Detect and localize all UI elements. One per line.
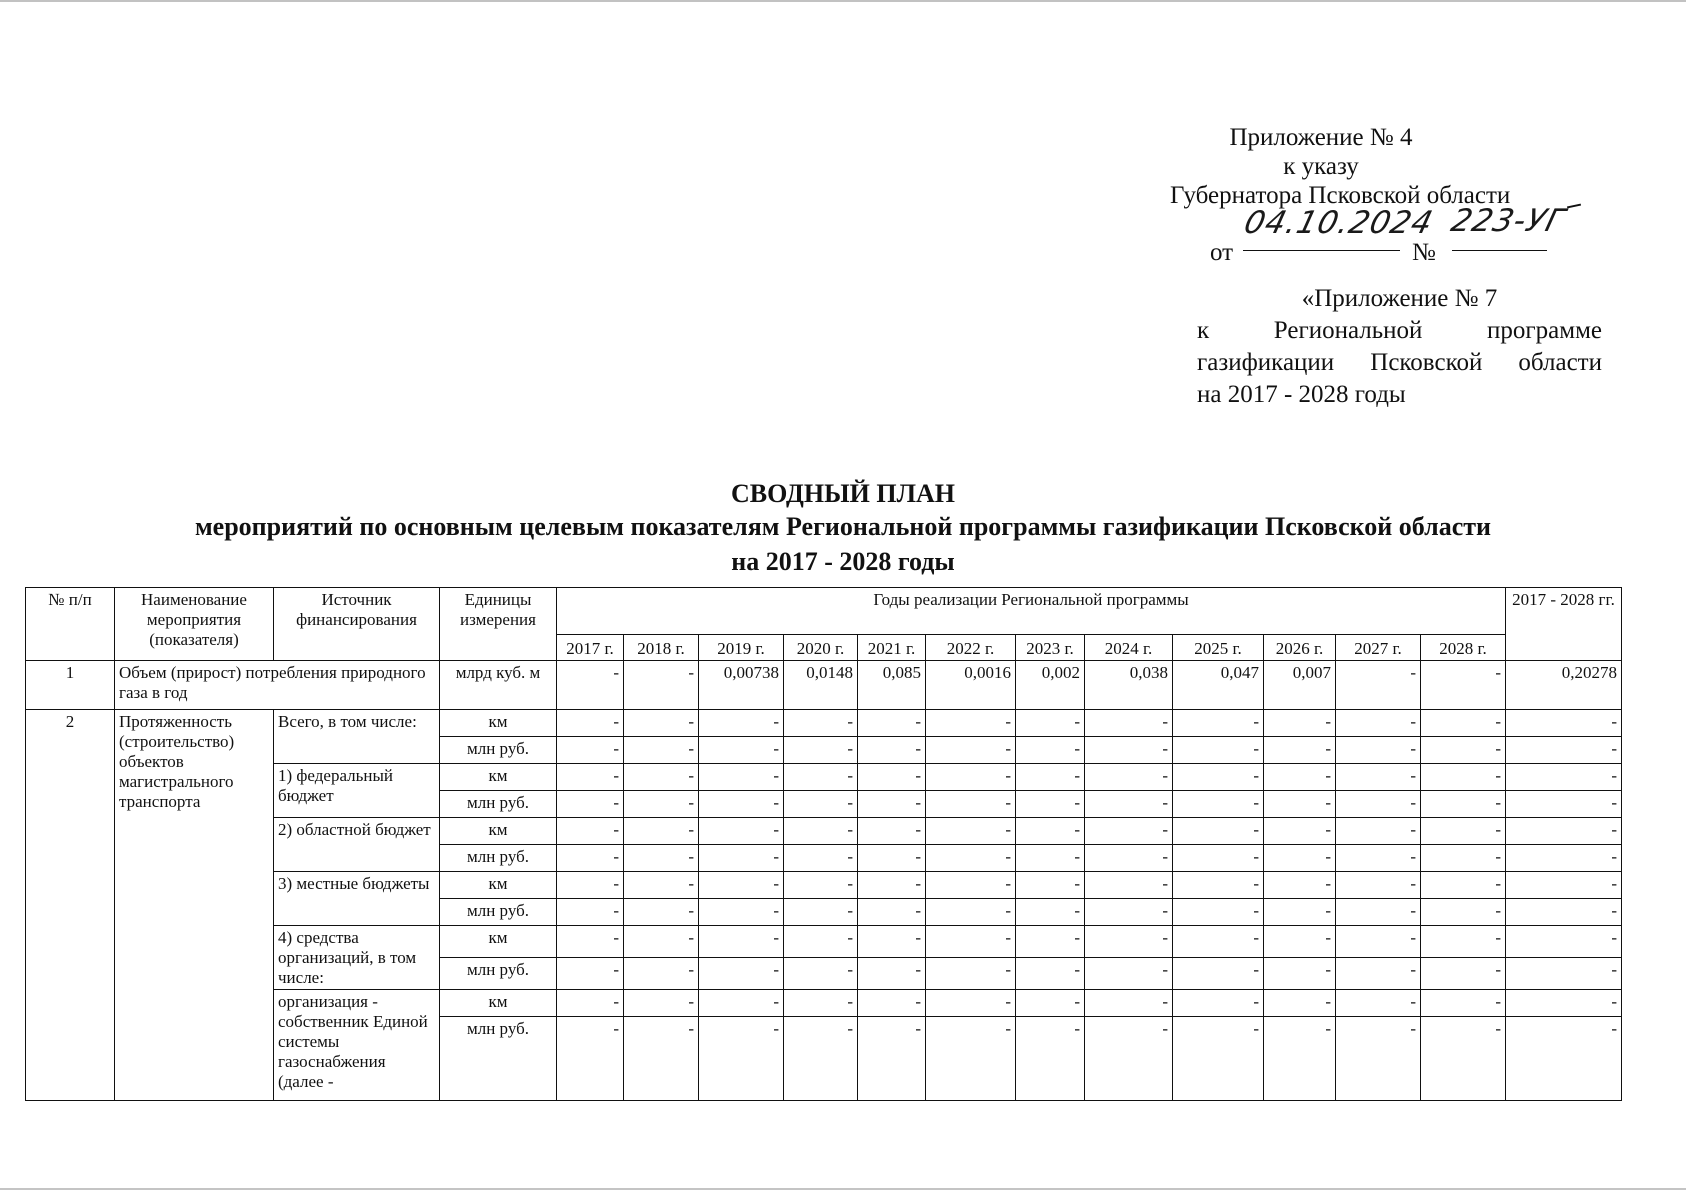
source-label: 2) областной бюджет [274,818,440,872]
header-years-group: Годы реализации Региональной программы [557,588,1506,635]
row-year-value: - [699,872,784,899]
row-total-value: - [1506,1017,1622,1101]
row-number: 2 [26,710,115,1101]
row-year-value: - [1085,899,1173,926]
row-year-value: - [784,1017,858,1101]
row-year-value: - [1264,764,1336,791]
row-year-value: - [557,818,624,845]
row-year-value: - [784,737,858,764]
row-year-value: - [1173,764,1264,791]
row-year-value: - [624,958,699,990]
row-year-value: - [1016,791,1085,818]
row-year-value: - [926,990,1016,1017]
row-year-value: - [1016,737,1085,764]
row-year-value: - [1336,845,1421,872]
source-label: 3) местные бюджеты [274,872,440,926]
row-year-value: - [557,737,624,764]
row-year-value: - [557,926,624,958]
row-year-value: - [926,872,1016,899]
row-year-value: - [1336,791,1421,818]
row-year-value: - [557,872,624,899]
row-year-value: - [1421,818,1506,845]
appendix-line: Губернатора Псковской области [1170,182,1511,209]
unit-cell: км [440,990,557,1017]
row-year-value: - [784,764,858,791]
row-year-value: - [1085,958,1173,990]
header-name: Наименование мероприятия (показателя) [115,588,274,661]
row-year-value: - [784,872,858,899]
row-total-value: - [1506,926,1622,958]
source-label: 1) федеральный бюджет [274,764,440,818]
row-year-value: - [699,737,784,764]
row-year-value: - [1085,845,1173,872]
row-year-value: - [1085,818,1173,845]
row-year-value: - [557,845,624,872]
header-row [26,588,1622,635]
row-total-value: - [1506,764,1622,791]
row-year-value: - [699,899,784,926]
row-year-value: - [1173,958,1264,990]
row-year-value: - [557,710,624,737]
appendix-line: к указу [1283,153,1359,180]
row-year-value: - [784,926,858,958]
row-year-value: - [1264,1017,1336,1101]
row-year-value: - [858,791,926,818]
unit-cell: км [440,818,557,845]
row-year-value: - [926,737,1016,764]
row-year-value: - [557,990,624,1017]
row-total-value: - [1506,818,1622,845]
row-total-value: - [1506,791,1622,818]
row-year-value: - [1264,872,1336,899]
row-year-value: - [1173,872,1264,899]
row-year-value: - [926,899,1016,926]
row-year-value: - [1173,1017,1264,1101]
row-year-value: - [784,791,858,818]
header-unit: Единицы измерения [440,588,557,661]
row-year-value: - [1173,791,1264,818]
row-year-value: - [1264,958,1336,990]
row-total-value: - [1506,710,1622,737]
header-year: 2023 г. [1016,635,1085,661]
row-year-value: 0,0148 [784,661,858,710]
unit-cell: км [440,926,557,958]
row-total-value: - [1506,990,1622,1017]
source-label: Всего, в том числе: [274,710,440,764]
unit-cell: км [440,710,557,737]
row-year-value: - [858,926,926,958]
row-year-value: - [1085,737,1173,764]
row-year-value: - [1016,958,1085,990]
header-year: 2019 г. [699,635,784,661]
row-year-value: 0,002 [1016,661,1085,710]
row-year-value: - [784,958,858,990]
row-year-value: - [699,818,784,845]
unit-cell: млн руб. [440,737,557,764]
row-year-value: - [1421,791,1506,818]
row-year-value: - [699,791,784,818]
row-year-value: - [784,845,858,872]
row-year-value: - [1421,899,1506,926]
row-year-value: - [699,710,784,737]
row-year-value: - [1264,791,1336,818]
header-total: 2017 - 2028 гг. [1506,588,1622,661]
row-year-value: - [1336,710,1421,737]
row-year-value: - [1016,710,1085,737]
header-year: 2021 г. [858,635,926,661]
table-row [26,710,1622,737]
row-year-value: - [1173,990,1264,1017]
row-year-value: - [624,710,699,737]
row-year-value: 0,085 [858,661,926,710]
row-year-value: - [926,958,1016,990]
row-year-value: - [1085,791,1173,818]
row-year-value: - [858,818,926,845]
row-year-value: - [557,1017,624,1101]
header-year: 2026 г. [1264,635,1336,661]
row-year-value: - [624,737,699,764]
row-year-value: - [557,661,624,710]
row-year-value: - [1173,845,1264,872]
row-year-value: - [1173,710,1264,737]
row-year-value: - [1421,764,1506,791]
row-year-value: 0,007 [1264,661,1336,710]
row-year-value: - [926,791,1016,818]
row-year-value: - [1421,958,1506,990]
row-year-value: - [1085,926,1173,958]
previous-appendix-line: к Региональной программе [1197,317,1602,344]
row-name: Объем (прирост) потребления природного газа в год [115,661,440,710]
row-year-value: - [858,872,926,899]
row-total-value: 0,20278 [1506,661,1622,710]
row-year-value: - [1264,899,1336,926]
row-total-value: - [1506,845,1622,872]
row-year-value: - [1336,872,1421,899]
row-year-value: - [1336,926,1421,958]
row-year-value: - [1264,818,1336,845]
row-year-value: - [1336,990,1421,1017]
row-year-value: - [624,1017,699,1101]
header-year: 2017 г. [557,635,624,661]
number-label: № [1412,239,1436,266]
document-subtitle-period: на 2017 - 2028 годы [731,547,955,576]
row-year-value: - [1264,845,1336,872]
header-year: 2022 г. [926,635,1016,661]
row-year-value: - [1421,990,1506,1017]
row-year-value: - [1421,710,1506,737]
row-year-value: - [858,990,926,1017]
row-year-value: - [1173,818,1264,845]
row-year-value: - [784,710,858,737]
row-year-value: - [1264,926,1336,958]
row-year-value: - [699,1017,784,1101]
from-label: от [1210,239,1234,266]
previous-appendix-line: на 2017 - 2028 годы [1197,381,1406,408]
number-underline [1452,250,1547,251]
row-year-value: - [699,958,784,990]
header-year: 2024 г. [1085,635,1173,661]
row-year-value: - [1421,926,1506,958]
row-year-value: - [858,958,926,990]
row-year-value: - [1336,818,1421,845]
row-total-value: - [1506,737,1622,764]
row-year-value: - [1421,737,1506,764]
previous-appendix-header [1197,283,1602,411]
date-underline [1243,250,1400,251]
row-number: 1 [26,661,115,710]
row-year-value: - [1336,764,1421,791]
appendix-header [1170,123,1511,210]
row-year-value: - [699,764,784,791]
scan-edge-bottom [0,1188,1686,1190]
row-year-value: - [784,990,858,1017]
row-year-value: - [926,926,1016,958]
row-year-value: - [699,990,784,1017]
row-total-value: - [1506,899,1622,926]
row-year-value: - [1016,990,1085,1017]
row-year-value: - [624,764,699,791]
row-year-value: - [1016,764,1085,791]
row-year-value: - [1173,899,1264,926]
row-year-value: - [1016,1017,1085,1101]
row-year-value: - [858,737,926,764]
row-year-value: 0,00738 [699,661,784,710]
unit-cell: км [440,872,557,899]
row-year-value: - [1336,1017,1421,1101]
row-year-value: - [1336,958,1421,990]
row-year-value: - [1016,872,1085,899]
row-year-value: - [926,764,1016,791]
source-label: организация - собственник Единой системы газоснабжения (далее - [274,990,440,1101]
row-year-value: - [1336,899,1421,926]
row-year-value: - [557,764,624,791]
row-year-value: - [1085,1017,1173,1101]
row-year-value: - [858,845,926,872]
row-year-value: - [926,845,1016,872]
row-total-value: - [1506,872,1622,899]
source-label: 4) средства организаций, в том числе: [274,926,440,990]
row-year-value: 0,0016 [926,661,1016,710]
header-source: Источник финансирования [274,588,440,661]
row-year-value: - [858,710,926,737]
row-year-value: - [1421,1017,1506,1101]
row-year-value: - [926,710,1016,737]
unit-cell: млн руб. [440,958,557,990]
previous-appendix-title: «Приложение № 7 [1301,285,1498,312]
row-year-value: - [926,818,1016,845]
row-year-value: - [1421,661,1506,710]
row-year-value: - [1264,710,1336,737]
row-year-value: - [699,845,784,872]
row-year-value: - [858,1017,926,1101]
row-unit: млрд куб. м [440,661,557,710]
row-year-value: - [784,818,858,845]
scan-edge-top [0,0,1686,2]
handwritten-date: 04.10.2024 [1240,205,1437,241]
unit-cell: км [440,764,557,791]
row-year-value: - [624,845,699,872]
row-year-value: - [1421,845,1506,872]
row-year-value: - [624,872,699,899]
row-year-value: - [624,899,699,926]
row-year-value: - [557,958,624,990]
row-year-value: - [557,899,624,926]
row-year-value: - [1336,737,1421,764]
unit-cell: млн руб. [440,845,557,872]
row-year-value: - [557,791,624,818]
unit-cell: млн руб. [440,899,557,926]
row-year-value: - [624,791,699,818]
handwritten-number: 223-УГ [1447,203,1570,239]
row-year-value: 0,047 [1173,661,1264,710]
row-year-value: - [1085,710,1173,737]
header-year: 2025 г. [1173,635,1264,661]
row-year-value: - [1173,737,1264,764]
row-year-value: - [1264,737,1336,764]
summary-plan-table [25,587,1622,1101]
row-year-value: - [1085,764,1173,791]
unit-cell: млн руб. [440,1017,557,1101]
document-title: СВОДНЫЙ ПЛАН [730,479,955,508]
row-year-value: - [624,990,699,1017]
row-year-value: - [1085,990,1173,1017]
table-row [26,661,1622,710]
previous-appendix-line: газификации Псковской области [1197,349,1602,376]
row-year-value: - [1016,818,1085,845]
row-year-value: - [699,926,784,958]
row-year-value: - [858,764,926,791]
row-year-value: - [624,661,699,710]
appendix-line: Приложение № 4 [1229,124,1413,151]
unit-cell: млн руб. [440,791,557,818]
row-year-value: - [1421,872,1506,899]
row-total-value: - [1506,958,1622,990]
row-year-value: - [926,1017,1016,1101]
header-year: 2027 г. [1336,635,1421,661]
row-year-value: - [1264,990,1336,1017]
header-number: № п/п [26,588,115,661]
row-year-value: - [624,926,699,958]
row-year-value: - [1016,926,1085,958]
document-subtitle: мероприятий по основным целевым показателям Региональной программы газификации Псковской области [194,512,1492,541]
row-year-value: - [1016,899,1085,926]
header-year: 2028 г. [1421,635,1506,661]
row-year-value: - [1336,661,1421,710]
row-year-value: - [784,899,858,926]
row-year-value: - [1173,926,1264,958]
row-year-value: - [624,818,699,845]
header-year: 2018 г. [624,635,699,661]
row-year-value: - [1016,845,1085,872]
row-year-value: - [1085,872,1173,899]
row-name: Протяженность (строительство) объектов магистрального транспорта [115,710,274,1101]
header-year: 2020 г. [784,635,858,661]
row-year-value: - [858,899,926,926]
row-year-value: 0,038 [1085,661,1173,710]
